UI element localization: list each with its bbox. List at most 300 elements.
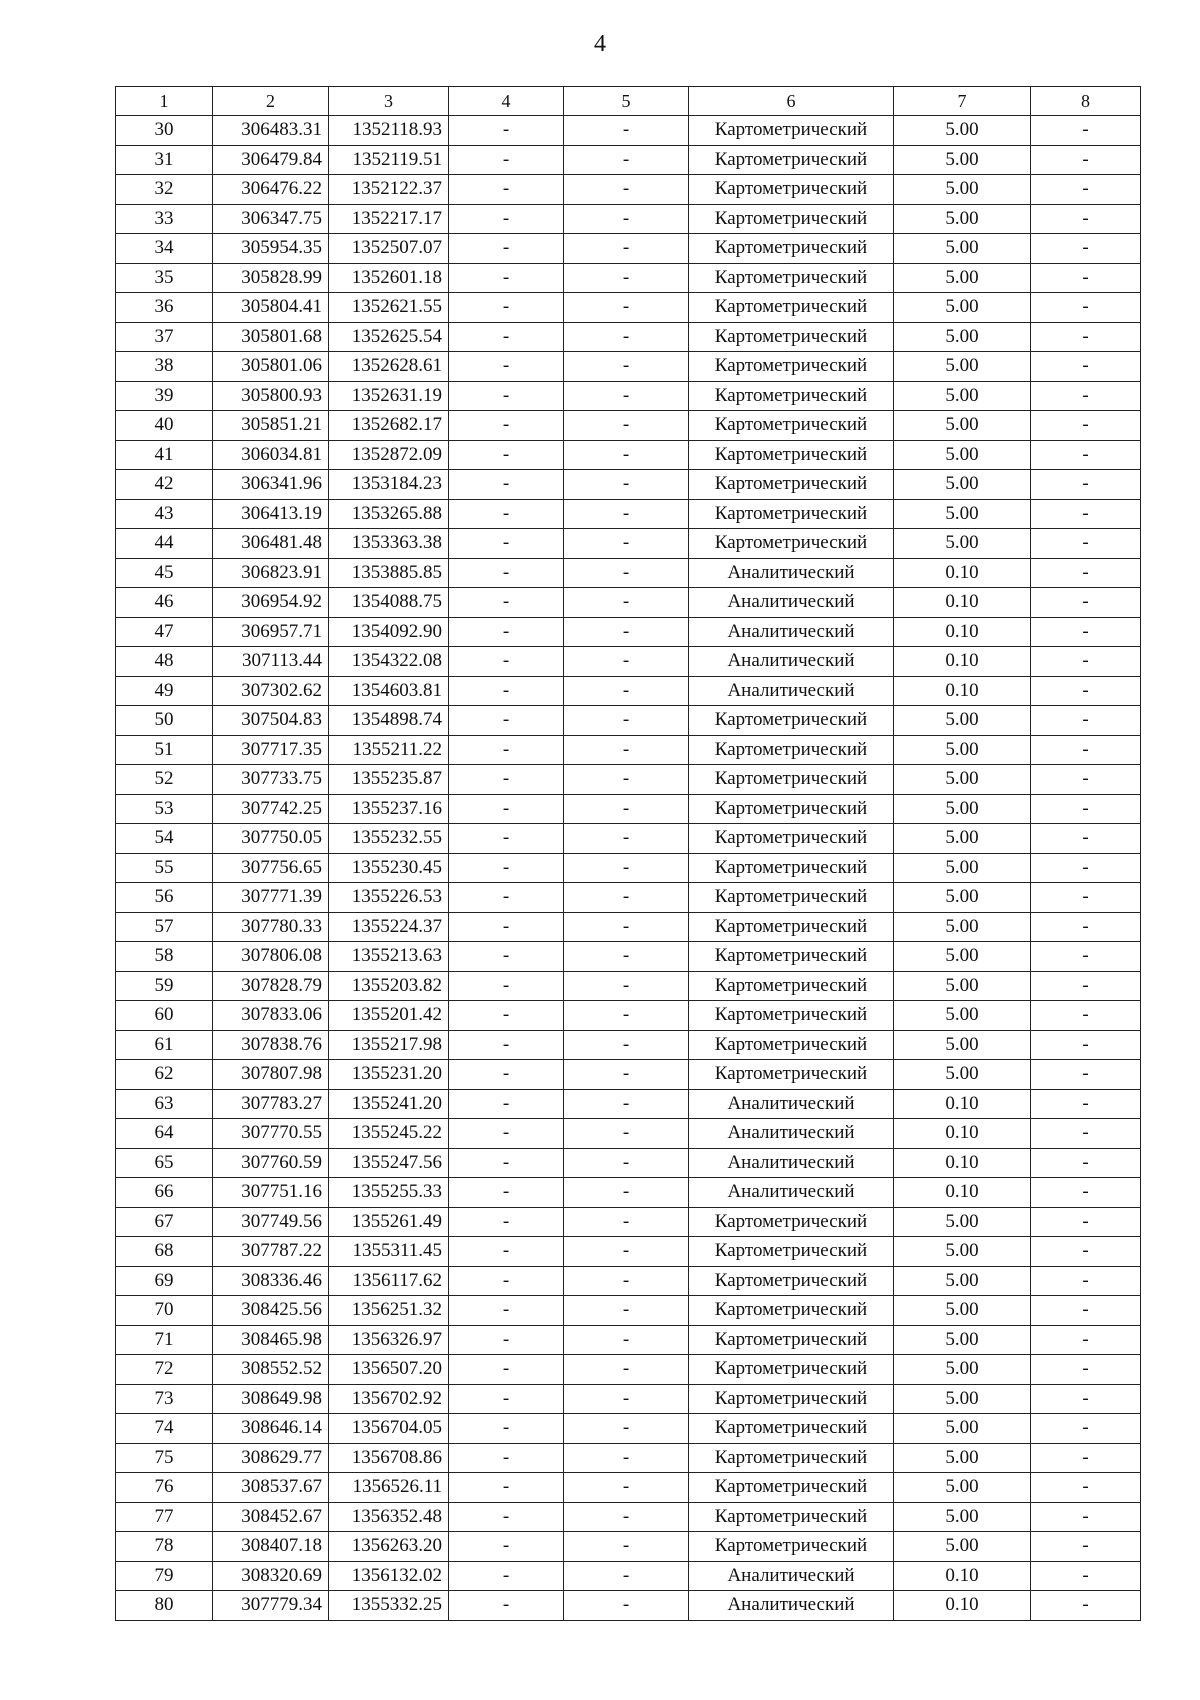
cell-col-4: - xyxy=(449,1237,564,1267)
cell-x-coordinate: 306823.91 xyxy=(213,558,329,588)
cell-col-5: - xyxy=(564,499,689,529)
cell-y-coordinate: 1356702.92 xyxy=(329,1384,449,1414)
cell-point-number: 46 xyxy=(116,588,213,618)
cell-col-8: - xyxy=(1031,234,1141,264)
cell-x-coordinate: 307742.25 xyxy=(213,794,329,824)
cell-accuracy: 5.00 xyxy=(894,1532,1031,1562)
table-row xyxy=(116,765,1141,795)
cell-col-5: - xyxy=(564,352,689,382)
cell-col-4: - xyxy=(449,735,564,765)
cell-x-coordinate: 305804.41 xyxy=(213,293,329,323)
cell-accuracy: 5.00 xyxy=(894,1325,1031,1355)
cell-point-number: 68 xyxy=(116,1237,213,1267)
cell-y-coordinate: 1356132.02 xyxy=(329,1561,449,1591)
cell-point-number: 36 xyxy=(116,293,213,323)
cell-y-coordinate: 1352118.93 xyxy=(329,116,449,146)
cell-x-coordinate: 306483.31 xyxy=(213,116,329,146)
cell-x-coordinate: 308320.69 xyxy=(213,1561,329,1591)
cell-y-coordinate: 1355247.56 xyxy=(329,1148,449,1178)
cell-y-coordinate: 1355332.25 xyxy=(329,1591,449,1621)
cell-x-coordinate: 307760.59 xyxy=(213,1148,329,1178)
cell-accuracy: 5.00 xyxy=(894,529,1031,559)
cell-method: Картометрический xyxy=(689,1030,894,1060)
cell-col-8: - xyxy=(1031,470,1141,500)
cell-accuracy: 5.00 xyxy=(894,381,1031,411)
cell-y-coordinate: 1352631.19 xyxy=(329,381,449,411)
cell-accuracy: 5.00 xyxy=(894,1001,1031,1031)
cell-x-coordinate: 307779.34 xyxy=(213,1591,329,1621)
cell-accuracy: 5.00 xyxy=(894,1414,1031,1444)
cell-method: Картометрический xyxy=(689,234,894,264)
cell-point-number: 45 xyxy=(116,558,213,588)
table-row xyxy=(116,1089,1141,1119)
cell-col-5: - xyxy=(564,116,689,146)
table-row xyxy=(116,1443,1141,1473)
cell-accuracy: 5.00 xyxy=(894,470,1031,500)
cell-point-number: 38 xyxy=(116,352,213,382)
table-row xyxy=(116,1266,1141,1296)
cell-col-5: - xyxy=(564,1266,689,1296)
table-row xyxy=(116,1384,1141,1414)
cell-method: Картометрический xyxy=(689,529,894,559)
cell-method: Картометрический xyxy=(689,1060,894,1090)
cell-point-number: 59 xyxy=(116,971,213,1001)
cell-col-5: - xyxy=(564,1561,689,1591)
cell-y-coordinate: 1354898.74 xyxy=(329,706,449,736)
cell-col-8: - xyxy=(1031,499,1141,529)
cell-y-coordinate: 1355255.33 xyxy=(329,1178,449,1208)
cell-x-coordinate: 307717.35 xyxy=(213,735,329,765)
cell-method: Аналитический xyxy=(689,1591,894,1621)
table-row xyxy=(116,912,1141,942)
cell-col-5: - xyxy=(564,912,689,942)
cell-col-8: - xyxy=(1031,293,1141,323)
cell-method: Картометрический xyxy=(689,1296,894,1326)
cell-point-number: 73 xyxy=(116,1384,213,1414)
cell-col-5: - xyxy=(564,942,689,972)
cell-col-8: - xyxy=(1031,529,1141,559)
cell-col-5: - xyxy=(564,440,689,470)
cell-col-4: - xyxy=(449,765,564,795)
cell-col-5: - xyxy=(564,381,689,411)
cell-col-5: - xyxy=(564,588,689,618)
table-row xyxy=(116,352,1141,382)
cell-method: Картометрический xyxy=(689,1355,894,1385)
table-row xyxy=(116,1325,1141,1355)
table-row xyxy=(116,1473,1141,1503)
cell-accuracy: 5.00 xyxy=(894,1060,1031,1090)
cell-point-number: 77 xyxy=(116,1502,213,1532)
table-row xyxy=(116,1119,1141,1149)
table-row xyxy=(116,381,1141,411)
cell-col-4: - xyxy=(449,1473,564,1503)
cell-col-8: - xyxy=(1031,735,1141,765)
cell-method: Картометрический xyxy=(689,175,894,205)
cell-y-coordinate: 1356326.97 xyxy=(329,1325,449,1355)
cell-accuracy: 5.00 xyxy=(894,1266,1031,1296)
cell-col-8: - xyxy=(1031,883,1141,913)
cell-point-number: 72 xyxy=(116,1355,213,1385)
cell-col-4: - xyxy=(449,440,564,470)
cell-point-number: 54 xyxy=(116,824,213,854)
cell-x-coordinate: 306481.48 xyxy=(213,529,329,559)
cell-point-number: 64 xyxy=(116,1119,213,1149)
cell-col-8: - xyxy=(1031,322,1141,352)
cell-point-number: 65 xyxy=(116,1148,213,1178)
cell-y-coordinate: 1355230.45 xyxy=(329,853,449,883)
cell-col-4: - xyxy=(449,1355,564,1385)
cell-col-4: - xyxy=(449,1119,564,1149)
table-row xyxy=(116,1178,1141,1208)
cell-col-5: - xyxy=(564,470,689,500)
cell-col-4: - xyxy=(449,470,564,500)
cell-point-number: 74 xyxy=(116,1414,213,1444)
cell-col-5: - xyxy=(564,1473,689,1503)
cell-x-coordinate: 306954.92 xyxy=(213,588,329,618)
table-row xyxy=(116,1561,1141,1591)
cell-x-coordinate: 305954.35 xyxy=(213,234,329,264)
cell-accuracy: 5.00 xyxy=(894,322,1031,352)
cell-x-coordinate: 307733.75 xyxy=(213,765,329,795)
cell-method: Картометрический xyxy=(689,145,894,175)
cell-point-number: 55 xyxy=(116,853,213,883)
table-row xyxy=(116,1532,1141,1562)
cell-accuracy: 5.00 xyxy=(894,912,1031,942)
cell-accuracy: 5.00 xyxy=(894,440,1031,470)
cell-accuracy: 5.00 xyxy=(894,942,1031,972)
table-body xyxy=(116,116,1141,1621)
table-row xyxy=(116,263,1141,293)
cell-col-4: - xyxy=(449,234,564,264)
cell-accuracy: 5.00 xyxy=(894,794,1031,824)
cell-y-coordinate: 1355231.20 xyxy=(329,1060,449,1090)
cell-col-4: - xyxy=(449,617,564,647)
cell-col-5: - xyxy=(564,765,689,795)
cell-y-coordinate: 1355241.20 xyxy=(329,1089,449,1119)
cell-x-coordinate: 306957.71 xyxy=(213,617,329,647)
cell-x-coordinate: 307780.33 xyxy=(213,912,329,942)
cell-point-number: 50 xyxy=(116,706,213,736)
cell-col-4: - xyxy=(449,647,564,677)
cell-method: Картометрический xyxy=(689,1207,894,1237)
cell-accuracy: 5.00 xyxy=(894,352,1031,382)
cell-accuracy: 0.10 xyxy=(894,1089,1031,1119)
cell-col-8: - xyxy=(1031,1325,1141,1355)
cell-point-number: 47 xyxy=(116,617,213,647)
coordinates-table xyxy=(115,86,1141,1621)
cell-x-coordinate: 306479.84 xyxy=(213,145,329,175)
cell-y-coordinate: 1355245.22 xyxy=(329,1119,449,1149)
cell-accuracy: 5.00 xyxy=(894,765,1031,795)
cell-x-coordinate: 307838.76 xyxy=(213,1030,329,1060)
cell-col-8: - xyxy=(1031,1473,1141,1503)
cell-x-coordinate: 307756.65 xyxy=(213,853,329,883)
cell-accuracy: 5.00 xyxy=(894,175,1031,205)
cell-method: Картометрический xyxy=(689,322,894,352)
cell-col-5: - xyxy=(564,558,689,588)
cell-col-5: - xyxy=(564,824,689,854)
cell-point-number: 71 xyxy=(116,1325,213,1355)
table-row xyxy=(116,322,1141,352)
cell-col-5: - xyxy=(564,1296,689,1326)
table-row xyxy=(116,617,1141,647)
cell-col-5: - xyxy=(564,1237,689,1267)
cell-x-coordinate: 307807.98 xyxy=(213,1060,329,1090)
cell-col-5: - xyxy=(564,1148,689,1178)
cell-method: Картометрический xyxy=(689,912,894,942)
cell-col-4: - xyxy=(449,1561,564,1591)
table-row xyxy=(116,824,1141,854)
cell-x-coordinate: 307770.55 xyxy=(213,1119,329,1149)
cell-x-coordinate: 307783.27 xyxy=(213,1089,329,1119)
cell-point-number: 41 xyxy=(116,440,213,470)
cell-point-number: 75 xyxy=(116,1443,213,1473)
cell-method: Картометрический xyxy=(689,794,894,824)
cell-x-coordinate: 305800.93 xyxy=(213,381,329,411)
cell-col-8: - xyxy=(1031,1384,1141,1414)
table-row xyxy=(116,647,1141,677)
cell-col-8: - xyxy=(1031,765,1141,795)
cell-col-4: - xyxy=(449,706,564,736)
cell-col-4: - xyxy=(449,588,564,618)
cell-point-number: 40 xyxy=(116,411,213,441)
cell-y-coordinate: 1354092.90 xyxy=(329,617,449,647)
cell-method: Аналитический xyxy=(689,558,894,588)
cell-col-4: - xyxy=(449,352,564,382)
cell-method: Аналитический xyxy=(689,617,894,647)
cell-x-coordinate: 305828.99 xyxy=(213,263,329,293)
cell-method: Картометрический xyxy=(689,1532,894,1562)
cell-accuracy: 5.00 xyxy=(894,1207,1031,1237)
cell-col-8: - xyxy=(1031,794,1141,824)
cell-x-coordinate: 308552.52 xyxy=(213,1355,329,1385)
cell-col-8: - xyxy=(1031,617,1141,647)
cell-accuracy: 0.10 xyxy=(894,1148,1031,1178)
cell-method: Картометрический xyxy=(689,1237,894,1267)
table-row xyxy=(116,1148,1141,1178)
cell-col-4: - xyxy=(449,912,564,942)
cell-accuracy: 5.00 xyxy=(894,883,1031,913)
cell-x-coordinate: 306341.96 xyxy=(213,470,329,500)
cell-col-8: - xyxy=(1031,1355,1141,1385)
cell-accuracy: 0.10 xyxy=(894,617,1031,647)
cell-point-number: 32 xyxy=(116,175,213,205)
cell-col-4: - xyxy=(449,1532,564,1562)
cell-y-coordinate: 1355201.42 xyxy=(329,1001,449,1031)
cell-col-8: - xyxy=(1031,588,1141,618)
cell-method: Картометрический xyxy=(689,1266,894,1296)
table-row xyxy=(116,1296,1141,1326)
cell-col-5: - xyxy=(564,1119,689,1149)
cell-method: Картометрический xyxy=(689,971,894,1001)
cell-col-5: - xyxy=(564,204,689,234)
cell-col-8: - xyxy=(1031,558,1141,588)
cell-y-coordinate: 1355217.98 xyxy=(329,1030,449,1060)
cell-y-coordinate: 1356704.05 xyxy=(329,1414,449,1444)
table-row xyxy=(116,440,1141,470)
cell-method: Картометрический xyxy=(689,1384,894,1414)
cell-accuracy: 0.10 xyxy=(894,1591,1031,1621)
table-row xyxy=(116,588,1141,618)
cell-accuracy: 5.00 xyxy=(894,1355,1031,1385)
cell-y-coordinate: 1352217.17 xyxy=(329,204,449,234)
cell-col-4: - xyxy=(449,381,564,411)
cell-col-8: - xyxy=(1031,647,1141,677)
table-row xyxy=(116,470,1141,500)
table-header-row xyxy=(116,87,1141,116)
cell-col-5: - xyxy=(564,706,689,736)
cell-method: Картометрический xyxy=(689,883,894,913)
cell-col-5: - xyxy=(564,1001,689,1031)
cell-col-4: - xyxy=(449,322,564,352)
cell-col-4: - xyxy=(449,1443,564,1473)
cell-col-5: - xyxy=(564,647,689,677)
cell-point-number: 67 xyxy=(116,1207,213,1237)
cell-col-5: - xyxy=(564,1089,689,1119)
cell-col-5: - xyxy=(564,145,689,175)
cell-method: Аналитический xyxy=(689,1119,894,1149)
cell-y-coordinate: 1356263.20 xyxy=(329,1532,449,1562)
cell-x-coordinate: 307806.08 xyxy=(213,942,329,972)
cell-col-5: - xyxy=(564,1325,689,1355)
cell-y-coordinate: 1355237.16 xyxy=(329,794,449,824)
cell-col-4: - xyxy=(449,1414,564,1444)
cell-point-number: 31 xyxy=(116,145,213,175)
cell-method: Картометрический xyxy=(689,1414,894,1444)
cell-y-coordinate: 1352119.51 xyxy=(329,145,449,175)
table-row xyxy=(116,145,1141,175)
cell-point-number: 30 xyxy=(116,116,213,146)
cell-col-8: - xyxy=(1031,1178,1141,1208)
cell-accuracy: 5.00 xyxy=(894,1384,1031,1414)
cell-col-4: - xyxy=(449,794,564,824)
cell-col-8: - xyxy=(1031,381,1141,411)
cell-col-8: - xyxy=(1031,942,1141,972)
cell-col-5: - xyxy=(564,1414,689,1444)
cell-method: Картометрический xyxy=(689,765,894,795)
cell-method: Картометрический xyxy=(689,1325,894,1355)
cell-y-coordinate: 1355311.45 xyxy=(329,1237,449,1267)
cell-x-coordinate: 308407.18 xyxy=(213,1532,329,1562)
cell-col-5: - xyxy=(564,1591,689,1621)
cell-col-8: - xyxy=(1031,1001,1141,1031)
cell-col-4: - xyxy=(449,1207,564,1237)
cell-method: Картометрический xyxy=(689,411,894,441)
table-row xyxy=(116,234,1141,264)
cell-method: Картометрический xyxy=(689,824,894,854)
cell-method: Картометрический xyxy=(689,942,894,972)
cell-y-coordinate: 1352122.37 xyxy=(329,175,449,205)
cell-x-coordinate: 307828.79 xyxy=(213,971,329,1001)
cell-y-coordinate: 1353265.88 xyxy=(329,499,449,529)
table-row xyxy=(116,1060,1141,1090)
table-row xyxy=(116,411,1141,441)
cell-col-8: - xyxy=(1031,440,1141,470)
cell-col-4: - xyxy=(449,293,564,323)
cell-point-number: 35 xyxy=(116,263,213,293)
cell-col-4: - xyxy=(449,1089,564,1119)
cell-y-coordinate: 1353184.23 xyxy=(329,470,449,500)
table-row xyxy=(116,116,1141,146)
cell-col-5: - xyxy=(564,175,689,205)
cell-x-coordinate: 307749.56 xyxy=(213,1207,329,1237)
cell-col-8: - xyxy=(1031,1532,1141,1562)
cell-col-4: - xyxy=(449,1178,564,1208)
cell-accuracy: 0.10 xyxy=(894,558,1031,588)
cell-col-4: - xyxy=(449,1325,564,1355)
column-header-6: 6 xyxy=(689,87,894,116)
cell-point-number: 69 xyxy=(116,1266,213,1296)
cell-method: Аналитический xyxy=(689,1148,894,1178)
cell-accuracy: 5.00 xyxy=(894,1502,1031,1532)
table-row xyxy=(116,794,1141,824)
cell-col-8: - xyxy=(1031,145,1141,175)
table-row xyxy=(116,676,1141,706)
cell-col-8: - xyxy=(1031,1296,1141,1326)
column-header-7: 7 xyxy=(894,87,1031,116)
cell-col-8: - xyxy=(1031,1207,1141,1237)
cell-method: Картометрический xyxy=(689,735,894,765)
cell-method: Аналитический xyxy=(689,676,894,706)
cell-x-coordinate: 306476.22 xyxy=(213,175,329,205)
cell-col-8: - xyxy=(1031,1030,1141,1060)
cell-col-5: - xyxy=(564,322,689,352)
cell-point-number: 51 xyxy=(116,735,213,765)
cell-col-4: - xyxy=(449,1060,564,1090)
cell-y-coordinate: 1352621.55 xyxy=(329,293,449,323)
cell-col-5: - xyxy=(564,971,689,1001)
column-header-8: 8 xyxy=(1031,87,1141,116)
cell-col-5: - xyxy=(564,263,689,293)
cell-point-number: 44 xyxy=(116,529,213,559)
cell-accuracy: 0.10 xyxy=(894,588,1031,618)
cell-x-coordinate: 308649.98 xyxy=(213,1384,329,1414)
cell-col-8: - xyxy=(1031,1089,1141,1119)
cell-x-coordinate: 308452.67 xyxy=(213,1502,329,1532)
cell-method: Аналитический xyxy=(689,1178,894,1208)
cell-col-4: - xyxy=(449,529,564,559)
table-row xyxy=(116,499,1141,529)
cell-y-coordinate: 1352625.54 xyxy=(329,322,449,352)
cell-y-coordinate: 1355224.37 xyxy=(329,912,449,942)
cell-col-5: - xyxy=(564,1443,689,1473)
cell-point-number: 58 xyxy=(116,942,213,972)
cell-col-8: - xyxy=(1031,1060,1141,1090)
table-row xyxy=(116,853,1141,883)
cell-method: Картометрический xyxy=(689,293,894,323)
cell-y-coordinate: 1355213.63 xyxy=(329,942,449,972)
cell-accuracy: 0.10 xyxy=(894,1178,1031,1208)
cell-col-5: - xyxy=(564,234,689,264)
cell-accuracy: 5.00 xyxy=(894,706,1031,736)
cell-accuracy: 5.00 xyxy=(894,116,1031,146)
cell-col-4: - xyxy=(449,942,564,972)
cell-y-coordinate: 1356117.62 xyxy=(329,1266,449,1296)
cell-point-number: 37 xyxy=(116,322,213,352)
cell-x-coordinate: 305851.21 xyxy=(213,411,329,441)
cell-col-8: - xyxy=(1031,204,1141,234)
cell-point-number: 53 xyxy=(116,794,213,824)
cell-y-coordinate: 1355203.82 xyxy=(329,971,449,1001)
cell-accuracy: 5.00 xyxy=(894,824,1031,854)
cell-method: Картометрический xyxy=(689,204,894,234)
cell-method: Картометрический xyxy=(689,440,894,470)
cell-col-8: - xyxy=(1031,706,1141,736)
cell-col-4: - xyxy=(449,1030,564,1060)
table-row xyxy=(116,1237,1141,1267)
cell-method: Картометрический xyxy=(689,470,894,500)
cell-point-number: 48 xyxy=(116,647,213,677)
